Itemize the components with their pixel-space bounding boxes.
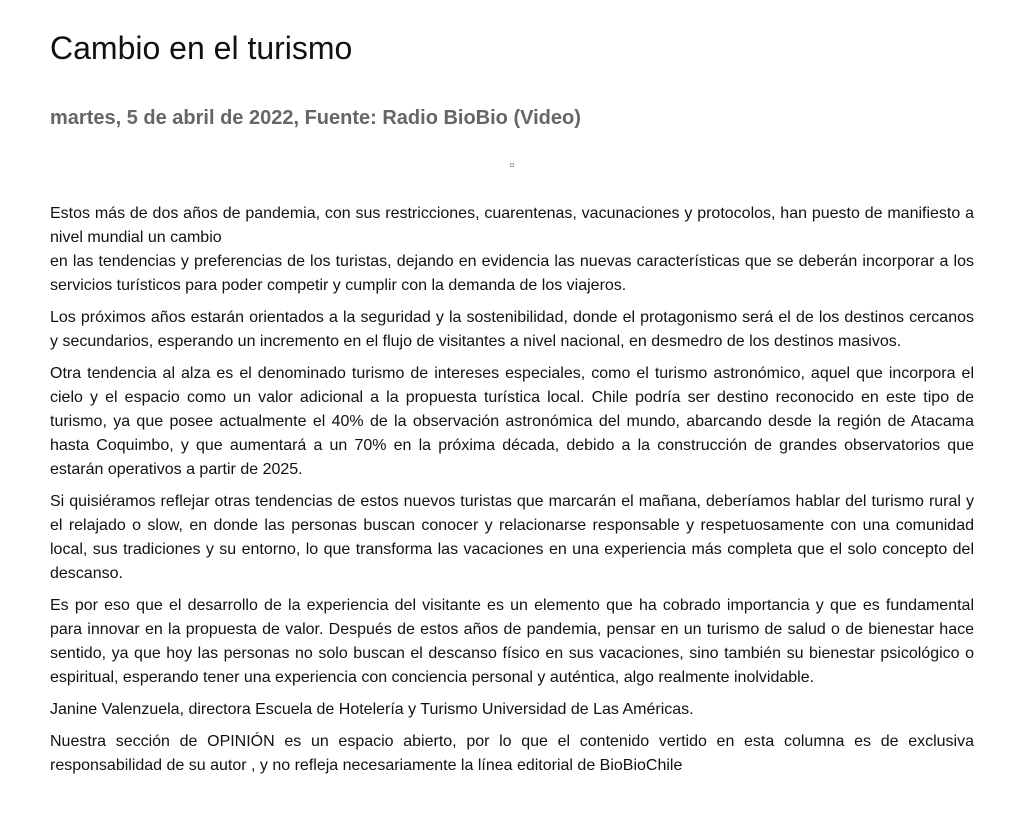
- paragraph-2: Los próximos años estarán orientados a la seguridad y la sostenibilidad, donde el protagonismo será el de los destinos cercanos y secundarios, esperando un incremento en el flujo de visitantes a nivel nacional, en desmedro de los destinos masivos.: [50, 309, 974, 350]
- paragraph-4: Si quisiéramos reflejar otras tendencias de estos nuevos turistas que marcarán el mañana, deberíamos hablar del turismo rural y el relajado o slow, en donde las personas buscan conocer y relacionarse responsable y respetuosamente con una comunidad local, sus tradiciones y su entorno, lo que transforma las vacaciones en una experiencia más completa que el solo concepto del descanso.: [50, 493, 974, 582]
- paragraph-5: Es por eso que el desarrollo de la experiencia del visitante es un elemento que ha cobrado importancia y que es fundamental para innovar en la propuesta de valor. Después de estos años de pandemia, pensar en un turismo de salud o de bienestar hace sentido, ya que hoy las personas no solo buscan el descanso físico en sus vacaciones, sino también su bienestar psicológico o espiritual, esperando tener una experiencia con conciencia personal y auténtica, algo realmente inolvidable.: [50, 597, 974, 686]
- article-title: Cambio en el turismo: [50, 30, 353, 66]
- broken-image-icon: [510, 163, 514, 167]
- article-subtitle: martes, 5 de abril de 2022, Fuente: Radio BioBio (Video): [50, 107, 581, 129]
- paragraph-1-line-1: Estos más de dos años de pandemia, con sus restricciones, cuarentenas, vacunaciones y protocolos, han puesto de manifiesto a nivel mundial un cambio: [50, 205, 974, 246]
- paragraph-1: [50, 202, 974, 298]
- paragraph-1-line-2: en las tendencias y preferencias de los turistas, dejando en evidencia las nuevas características que se deberán incorporar a los servicios turísticos para poder competir y cumplir con la demanda de los viajeros.: [50, 253, 974, 294]
- author-line: Janine Valenzuela, directora Escuela de Hotelería y Turismo Universidad de Las Américas.: [50, 701, 694, 718]
- disclaimer: Nuestra sección de OPINIÓN es un espacio abierto, por lo que el contenido vertido en esta columna es de exclusiva responsabilidad de su autor , y no refleja necesariamente la línea editorial de BioBioChile: [50, 733, 974, 774]
- paragraph-3: Otra tendencia al alza es el denominado turismo de intereses especiales, como el turismo astronómico, aquel que incorpora el cielo y el espacio como un valor adicional a la propuesta turística local. Chile podría ser destino reconocido en este tipo de turismo, ya que posee actualmente el 40% de la observación astronómica del mundo, abarcando desde la región de Atacama hasta Coquimbo, y que aumentará a un 70% en la próxima década, debido a la construcción de grandes observatorios que estarán operativos a partir de 2025.: [50, 365, 974, 478]
- article-body: [50, 202, 974, 778]
